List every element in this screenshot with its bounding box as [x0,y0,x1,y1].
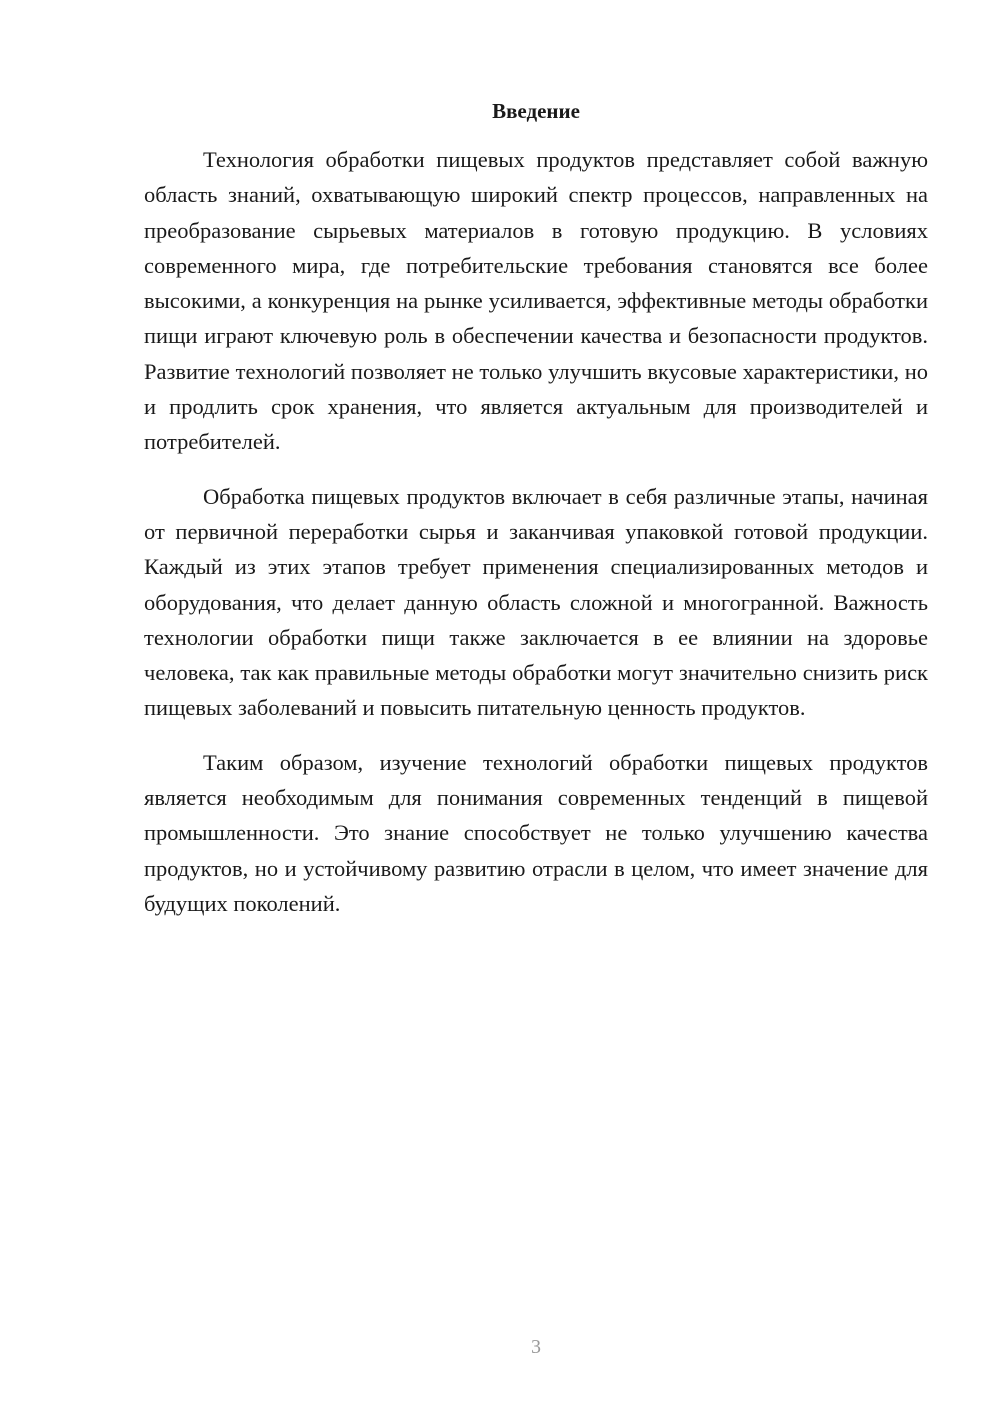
paragraph-1: Технология обработки пищевых продуктов представляет собой важную область знаний, охватывающую широкий спектр процессов, направленных на преобразование сырьевых материалов в готовую продукцию. В условиях современного мира, где потребительские требования становятся все более высокими, а конкуренция на рынке усиливается, эффективные методы обработки пищи играют ключевую роль в обеспечении качества и безопасности продуктов. Развитие технологий позволяет не только улучшить вкусовые характеристики, но и продлить срок хранения, что является актуальным для производителей и потребителей. [144,147,928,455]
page-number: 3 [531,1336,541,1358]
paragraph-2: Обработка пищевых продуктов включает в себя различные этапы, начиная от первичной переработки сырья и заканчивая упаковкой готовой продукции. Каждый из этих этапов требует применения специализированных методов и оборудования, что делает данную область сложной и многогранной. Важность технологии обработки пищи также заключается в ее влиянии на здоровье человека, так как правильные методы обработки могут значительно снизить риск пищевых заболеваний и повысить питательную ценность продуктов. [144,483,928,721]
section-heading: Введение [492,99,580,123]
paragraph-3: Таким образом, изучение технологий обработки пищевых продуктов является необходимым для понимания современных тенденций в пищевой промышленности. Это знание способствует не только улучшению качества продуктов, но и устойчивому развитию отрасли в целом, что имеет значение для будущих поколений. [144,749,928,916]
body-text [144,142,928,921]
